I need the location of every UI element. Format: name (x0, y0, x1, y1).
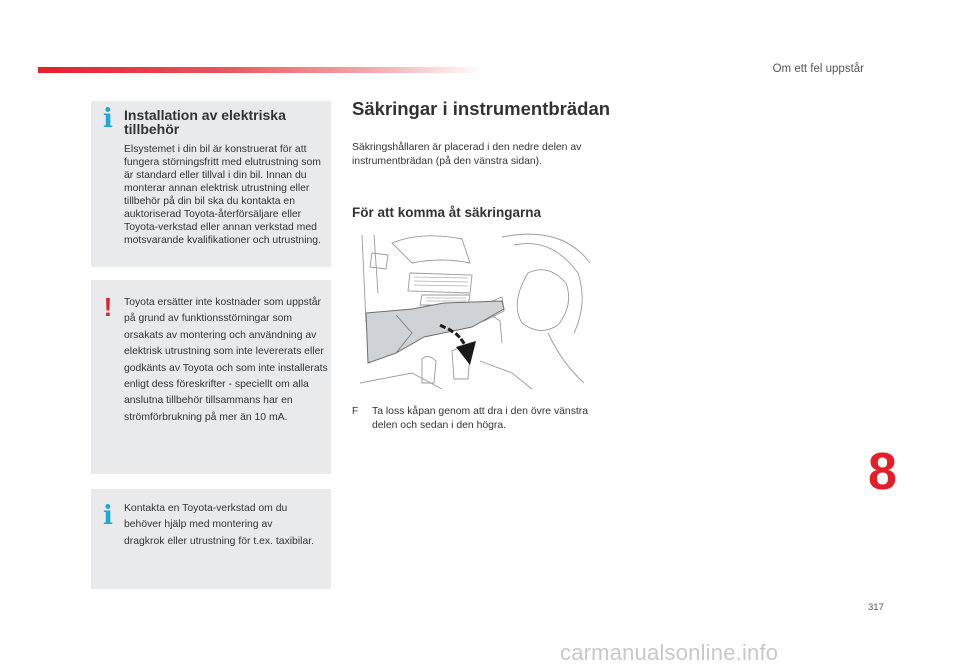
box-text-installation: Elsystemet i din bil är konstruerat för att fungera störningsfritt med elutrustning som är standard eller tillval i din bil. Innan du monterar annan elektrisk utrustning eller tillbehör på din bil ska du kontakta en auktoriserad Toyota-återförsäljare eller Toyota-verkstad eller annan verkstad med motsvarande kvalifikationer och utrustning. (124, 144, 321, 246)
info-icon: i (103, 104, 113, 134)
box-text-tip: Kontakta en Toyota-verkstad om du behöver hjälp med montering av dragkrok eller utrustning för t.ex. taxibilar. (124, 503, 315, 547)
section-title: Säkringar i instrumentbrädan (352, 98, 611, 119)
warning-icon: ! (103, 292, 113, 322)
header-accent-bar (38, 67, 483, 73)
section-text: Säkringshållaren är placerad i den nedre delen av instrumentbrädan (på den vänstra sidan). (352, 142, 582, 167)
chapter-number: 8 (868, 443, 897, 501)
subsection-title: För att komma åt säkringarna (352, 205, 542, 220)
info-icon: i (103, 501, 113, 531)
page-number: 317 (868, 602, 884, 613)
bullet-marker: F (352, 406, 359, 417)
fusebox-illustration (352, 233, 592, 391)
watermark: carmanualsonline.info (560, 640, 779, 665)
box-heading: Installation av elektriska tillbehör (124, 107, 286, 137)
instruction-text: Ta loss kåpan genom att dra i den övre vänstra delen och sedan i den högra. (372, 406, 589, 431)
box-text-warning: Toyota ersätter inte kostnader som uppstår på grund av funktionsstörningar som orsakats av montering och användning av elektrisk utrustning som inte levererats eller godkänts av Toyota och som inte installerats enligt dess föreskrifter - speciellt om alla anslutna tillbehör tillsammans har en strömförbrukning på mer än 10 mA. (124, 297, 328, 423)
chapter-title: Om ett fel uppstår (772, 63, 864, 75)
